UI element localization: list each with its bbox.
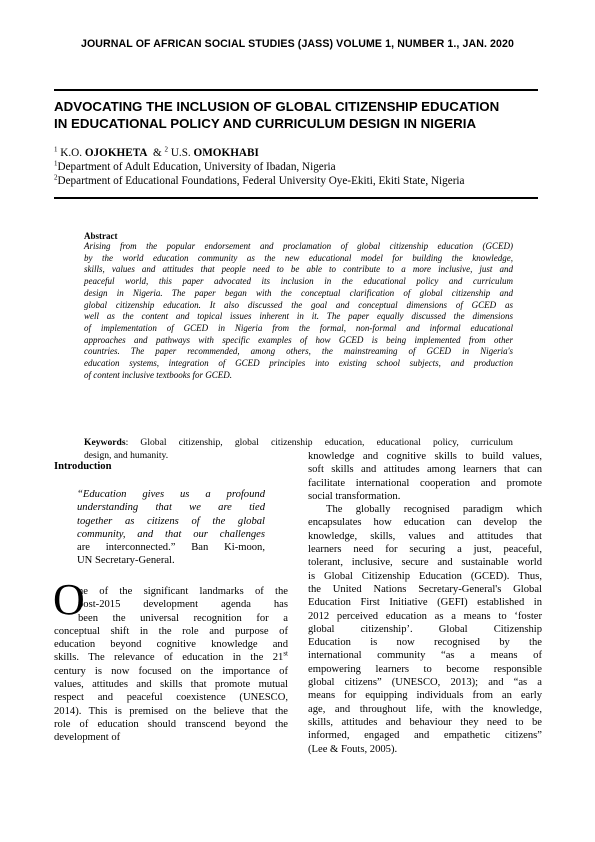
- body-line: informed, engaged and empathetic citizens”: [308, 730, 542, 742]
- body-line: global citizenship’. Global Citizenship: [308, 623, 542, 635]
- body-line: the United Nations Secretary-General's Global: [308, 583, 542, 595]
- body-line: role of education should transcend beyond the: [54, 718, 288, 730]
- body-text: skills. The relevance of education in the 21: [54, 652, 284, 664]
- body-line: skills, attitudes and behaviour they need to be: [308, 716, 542, 728]
- body-line: education beyond cognitive knowledge and: [54, 639, 288, 651]
- section-heading-introduction: Introduction: [54, 461, 112, 472]
- body-line: values, attitudes and skills that promote mutual: [54, 679, 288, 691]
- body-line: conceptual shift in the role and purpose of: [54, 625, 288, 637]
- affiliation: [54, 161, 336, 173]
- body-line: (Lee & Fouts, 2005).: [308, 743, 398, 755]
- quote-line: UN Secretary-General.: [77, 555, 175, 567]
- author-initials: U.S.: [170, 147, 191, 159]
- body-line: facilitate international cooperation and promote: [308, 477, 542, 489]
- body-line: means for equipping individuals from an early: [308, 690, 542, 702]
- abstract-body: [84, 241, 513, 381]
- author-sup: 2: [164, 145, 169, 154]
- abstract-line: skills, values and attitudes that people need to be able to contribute to a more inclusive, just and: [84, 264, 513, 275]
- epigraph-quote: [77, 488, 265, 568]
- abstract-line: design in Nigeria. The paper began with the conceptual clarification of global citizenship and: [84, 287, 513, 298]
- affiliation-sup: 2: [54, 173, 58, 182]
- body-line: 2014). This is premised on the believe that the: [54, 705, 288, 717]
- body-line: global citizens” (UNESCO, 2013); and “as a: [308, 677, 542, 689]
- body-line: 2012 perceived education as a means to ‘foster: [308, 610, 542, 622]
- quote-line: together as citizens of the global: [77, 515, 265, 527]
- body-line: knowledge, skills, values and attitudes that: [308, 530, 542, 542]
- body-column-right: [308, 450, 542, 756]
- author-name: OMOKHABI: [193, 147, 259, 159]
- body-line: The globally recognised paradigm which: [326, 504, 542, 516]
- body-column-left: [54, 585, 288, 745]
- affiliation-rule: [54, 197, 538, 199]
- body-line: international community “as a means of: [308, 650, 542, 662]
- quote-line: understanding that we are tied: [77, 502, 265, 514]
- abstract-line: Arising from the popular endorsement and proclamation of global citizenship education (GCED): [84, 241, 513, 251]
- body-line: post-2015 development agenda has: [78, 599, 288, 611]
- body-line: social transformation.: [308, 490, 401, 502]
- quote-line: “Education gives us a profound: [77, 489, 265, 500]
- affiliation-text: Department of Educational Foundations, Federal University Oye-Ekiti, Ekiti State, Nigeria: [57, 175, 465, 187]
- body-line: been the universal recognition for a: [78, 612, 288, 624]
- author-line: [54, 147, 259, 159]
- author-ampersand: &: [153, 147, 162, 159]
- body-line: century is now focused on the importance of: [54, 665, 288, 677]
- body-line: learners need for securing a just, peaceful,: [308, 544, 542, 556]
- keywords-label: Keywords: [84, 437, 126, 448]
- paper-title: [54, 99, 544, 132]
- header-rule: [54, 89, 538, 91]
- abstract-line: of content inclusive textbooks for GCED.: [84, 369, 232, 380]
- keywords-line: [84, 436, 513, 449]
- abstract-line: global citizenship education. It also discussed the goal and conceptual dimensions of GCED as: [84, 299, 513, 310]
- abstract-line: approaches and pathways with specific examples of how GCED is being implemented from other: [84, 334, 513, 345]
- abstract-line: well as the content and topical issues inherent in it. The paper equally discussed the dimensions: [84, 311, 513, 322]
- affiliation-sup: 1: [54, 159, 58, 168]
- abstract-line: peaceful world, this paper advocated its inclusion in the educational policy and curriculum: [84, 276, 513, 287]
- body-line: ne of the significant landmarks of the: [78, 586, 288, 597]
- title-line: IN EDUCATIONAL POLICY AND CURRICULUM DESIGN IN NIGERIA: [54, 115, 477, 131]
- title-line: ADVOCATING THE INCLUSION OF GLOBAL CITIZENSHIP EDUCATION: [54, 99, 500, 114]
- author-initials: K.O.: [60, 147, 83, 159]
- body-line: knowledge and cognitive skills to build values,: [308, 451, 542, 462]
- body-line: tolerant, inclusive, secure and sustainable world: [308, 557, 542, 569]
- body-line: soft skills and attitudes among learners that can: [308, 464, 542, 476]
- abstract-heading: Abstract: [84, 231, 118, 241]
- body-line: development of: [54, 732, 121, 744]
- body-line: respect and peaceful coexistence (UNESCO,: [54, 692, 288, 704]
- quote-line: community, and that our challenges: [77, 528, 265, 540]
- drop-cap: O: [53, 575, 85, 624]
- author-sup: 1: [54, 145, 58, 154]
- author-name: OJOKHETA: [84, 147, 148, 159]
- ordinal-sup: st: [283, 649, 288, 658]
- journal-header: JOURNAL OF AFRICAN SOCIAL STUDIES (JASS) VOLUME 1, NUMBER 1., JAN. 2020: [80, 38, 515, 50]
- keywords-line: design, and humanity.: [84, 450, 169, 461]
- affiliation: [54, 175, 465, 187]
- abstract-line: education systems, integration of GCED principles into existing school subjects, and production: [84, 358, 513, 369]
- abstract-line: by the world education community as the new educational model for building the knowledge,: [84, 252, 513, 263]
- quote-line: are interconnected.” Ban Ki-moon,: [77, 542, 265, 554]
- affiliation-text: Department of Adult Education, University of Ibadan, Nigeria: [57, 161, 336, 173]
- body-line: Education First Initiative (GEFI) established in: [308, 597, 542, 609]
- body-line: encapsulates how education can develop the: [308, 517, 542, 529]
- body-line: age, and throughout life, with the knowledge,: [308, 703, 542, 715]
- body-line: Education is now recognised by the: [308, 637, 542, 649]
- abstract-line: of implementation of GCED in Nigeria from the formal, non-formal and informal educational: [84, 322, 513, 333]
- keywords-text: : Global citizenship, global citizenship education, educational policy, curriculum: [125, 437, 513, 448]
- body-line: [54, 651, 288, 664]
- abstract-line: countries. The paper recommended, among others, the mainstreaming of GCED in Nigeria's: [84, 346, 513, 357]
- body-line: is Global Citizenship Education (GCED). Thus,: [308, 570, 542, 582]
- body-line: empowering learners to become responsible: [308, 663, 542, 675]
